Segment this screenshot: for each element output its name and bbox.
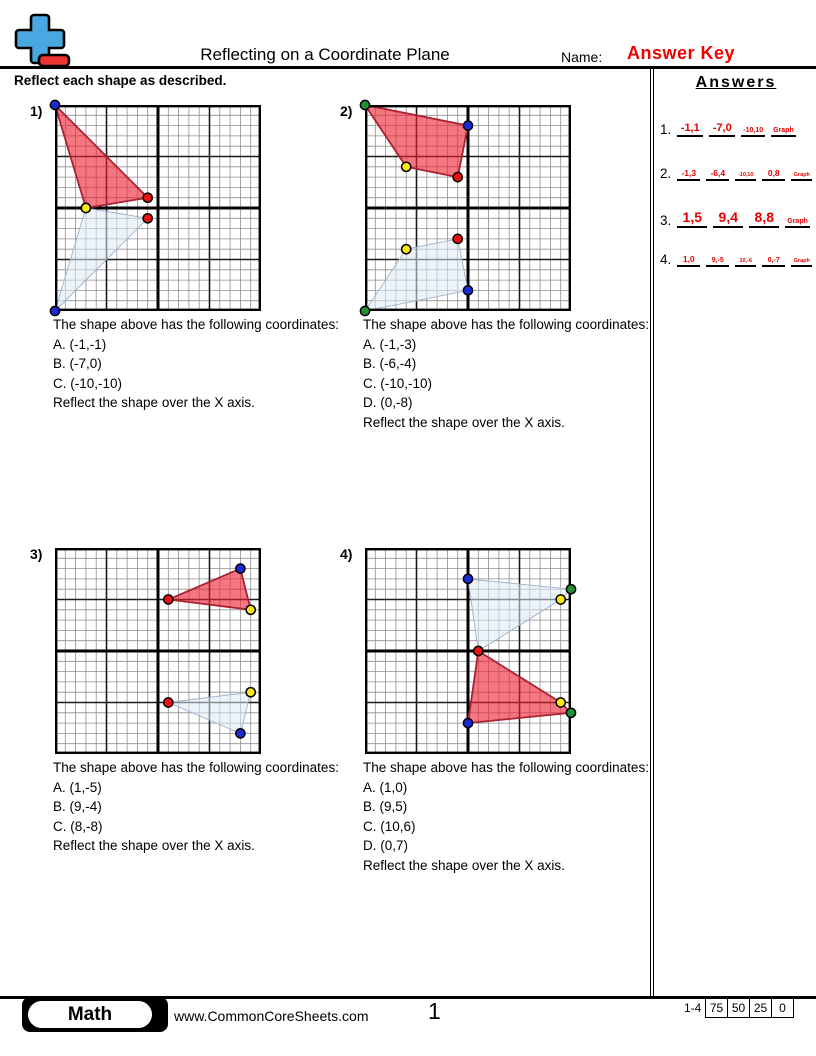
answer-blank: -1,1 [677, 122, 703, 137]
subject-badge-label: Math [28, 1001, 152, 1028]
answer-blank: 0,-7 [762, 257, 785, 267]
vertex-dot-red [143, 193, 152, 202]
coordinate-line: D. (0,7) [363, 838, 409, 853]
vertex-dot-blue [463, 574, 472, 583]
reflect-instruction: Reflect the shape over the X axis. [53, 395, 255, 410]
coordinate-grid-2 [365, 105, 571, 311]
problem-number: 4) [340, 546, 353, 562]
vertex-dot-blue [463, 121, 472, 130]
problem-4 [340, 539, 649, 875]
subject-badge [22, 997, 168, 1032]
shape-description: The shape above has the following coordinates: [53, 760, 339, 775]
answer-blank: 1,0 [677, 254, 700, 267]
answer-blank: -6,4 [706, 168, 729, 181]
vertex-dot-blue [236, 729, 245, 738]
problem-text [53, 758, 349, 856]
problem-2 [340, 96, 649, 432]
coordinate-line: C. (-10,-10) [53, 375, 123, 391]
reflect-instruction: Reflect the shape over the X axis. [363, 414, 565, 430]
answer-number: 4. [660, 252, 672, 267]
coordinate-line: A. (1,0) [363, 779, 408, 795]
vertex-dot-red [164, 698, 173, 707]
answer-blank: -1,3 [677, 168, 700, 181]
graph-area [365, 539, 642, 754]
vertex-dot-yellow [81, 203, 90, 212]
coordinate-line: C. (-10,-10) [363, 375, 433, 391]
answers-heading: Answers [695, 74, 777, 91]
coordinate-line: D. (0,-8) [363, 395, 413, 410]
vertex-dot-red [453, 173, 462, 182]
answer-blank: Graph [771, 127, 796, 137]
reflect-instruction: Reflect the shape over the X axis. [53, 838, 255, 853]
shape-description: The shape above has the following coordinates: [53, 317, 339, 332]
answer-key-value: Answer Key [627, 43, 736, 63]
coordinate-grid-3 [55, 548, 261, 754]
page-number: 1 [428, 998, 441, 1024]
answer-row-1 [660, 122, 814, 137]
vertex-dot-yellow [556, 595, 565, 604]
score-cell: 50 [727, 999, 749, 1017]
name-label: Name: [561, 49, 603, 65]
answer-number: 2. [660, 166, 672, 181]
score-range-label: 1-4 [684, 1001, 702, 1015]
problem-1 [30, 96, 339, 413]
problem-number: 1) [30, 103, 43, 119]
score-cell: 0 [771, 999, 793, 1017]
problem-text [53, 315, 349, 413]
coordinate-grid-4 [365, 548, 571, 754]
shape-description: The shape above has the following coordinates: [363, 317, 649, 332]
page-title: Reflecting on a Coordinate Plane [200, 45, 450, 64]
coordinate-line: C. (8,-8) [53, 818, 103, 834]
vertex-dot-yellow [402, 162, 411, 171]
vertex-dot-red [474, 646, 483, 655]
vertex-dot-red [143, 214, 152, 223]
answer-row-2 [660, 166, 814, 181]
answer-blank: 8,8 [749, 209, 779, 228]
coordinate-grid-1 [55, 105, 261, 311]
answer-row-4 [660, 252, 814, 267]
problem-number: 3) [30, 546, 43, 562]
answer-number: 1. [660, 122, 672, 137]
coordinate-line: B. (-6,-4) [363, 356, 417, 371]
coordinate-line: A. (1,-5) [53, 779, 102, 795]
score-table [705, 998, 794, 1018]
vertex-dot-red [164, 595, 173, 604]
coordinate-line: B. (9,5) [363, 799, 408, 814]
vertex-dot-blue [236, 564, 245, 573]
vertex-dot-red [453, 234, 462, 243]
answer-blank: Graph [791, 258, 812, 267]
problem-3 [30, 539, 339, 856]
graph-area [55, 96, 332, 311]
answer-blank: -10,10 [735, 172, 756, 181]
problem-text [363, 315, 659, 432]
coordinate-line: A. (-1,-3) [363, 336, 417, 352]
website-url: www.CommonCoreSheets.com [174, 1008, 369, 1024]
answer-blank: -7,0 [709, 122, 735, 137]
coordinate-line: B. (9,-4) [53, 799, 102, 814]
worksheet-instruction: Reflect each shape as described. [14, 73, 227, 88]
coordinate-line: C. (10,6) [363, 818, 416, 834]
vertex-dot-yellow [556, 698, 565, 707]
answer-blank: -10,10 [741, 127, 765, 137]
coordinate-line: B. (-7,0) [53, 356, 102, 371]
vertex-dot-green [360, 100, 369, 109]
answer-number: 3. [660, 213, 672, 228]
vertex-dot-yellow [246, 605, 255, 614]
score-cell: 75 [709, 1001, 724, 1015]
header-divider [0, 66, 816, 69]
vertex-dot-green [566, 708, 575, 717]
coordinate-line: A. (-1,-1) [53, 336, 107, 352]
answer-blank: 9,4 [713, 209, 743, 228]
answer-blank: 9,-5 [706, 257, 729, 267]
vertex-dot-green [566, 585, 575, 594]
shape-description: The shape above has the following coordinates: [363, 760, 649, 775]
vertex-dot-blue [50, 100, 59, 109]
answer-blank: 1,5 [677, 209, 707, 228]
vertex-dot-yellow [246, 688, 255, 697]
score-cell: 25 [749, 999, 771, 1017]
problem-number: 2) [340, 103, 353, 119]
vertex-dot-blue [463, 286, 472, 295]
answer-blank: 0,8 [762, 168, 785, 181]
problem-text [363, 758, 659, 875]
answer-blank: 10,-6 [735, 258, 756, 267]
answer-blank: Graph [785, 218, 810, 228]
vertex-dot-yellow [402, 245, 411, 254]
vertex-dot-blue [463, 719, 472, 728]
graph-area [55, 539, 332, 754]
answer-blank: Graph [791, 172, 812, 181]
graph-area [365, 96, 642, 311]
answer-row-3 [660, 209, 814, 228]
reflect-instruction: Reflect the shape over the X axis. [363, 857, 565, 873]
